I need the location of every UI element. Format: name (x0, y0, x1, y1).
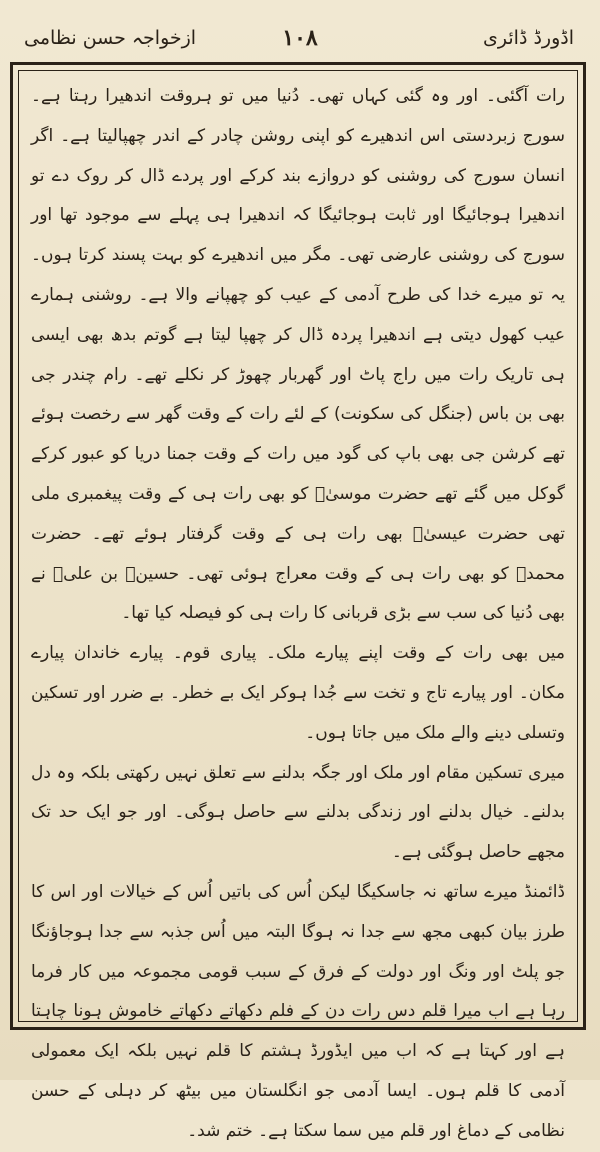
body-text (31, 77, 565, 1141)
text-frame (10, 62, 586, 1141)
paragraph-2: میں بھی رات کے وقت اپنے پیارے ملک۔ پیاری قوم۔ پیارے خاندان پیارے مکان۔ اور پیارے تاج و تخت سے جُدا ہوکر ایک بے خطر۔ بے ضرر اور تسکین وتسلی دینے والے ملک میں جاتا ہوں۔ (31, 643, 565, 743)
paragraph-1: رات آگئی۔ اور وہ گئی کہاں تھی۔ دُنیا میں تو ہروقت اندھیرا رہتا ہے۔ سورج زبردستی اس اندھیرے کو اپنی روشن چادر کے اندر چھپالیتا ہے۔ اگر انسان سورج کی روشنی کو دروازے بند کرکے اور پردے ڈال کر روک دے تو اندھیرا ہوجائیگا اور ثابت ہوجائیگا کہ اندھیرا ہی پہلے سے موجود تھا اور سورج کی روشنی عارضی تھی۔ مگر میں اندھیرے کو بہت پسند کرتا ہوں۔ یہ تو میرے خدا کی طرح آدمی کے عیب کو چھپانے والا ہے۔ روشنی ہمارے عیب کھول دیتی ہے اندھیرا پردہ ڈال کر چھپا لیتا ہے گوتم بدھ بھی ایسی ہی تاریک رات میں راج پاٹ اور گھربار چھوڑ کر نکلے تھے۔ رام چندر جی بھی بن باس (جنگل کی سکونت) کے لئے رات کے وقت گھر سے رخصت ہوئے تھے کرشن جی بھی باپ کی گود میں رات کے وقت جمنا دریا کو عبور کرکے گوکل میں گئے تھے حضرت موسیٰؑ کو بھی رات ہی کے وقت پیغمبری ملی تھی حضرت عیسیٰؑ بھی رات ہی کے وقت گرفتار ہوئے تھے۔ حضرت محمدؐ کو بھی رات ہی کے وقت معراج ہوئی تھی۔ حسینؑ بن علیؑ نے بھی دُنیا کی سب سے بڑی قربانی کا رات ہی کو فیصلہ کیا تھا۔ (31, 86, 565, 624)
author-name: ازخواجہ حسن نظامی (24, 27, 197, 49)
paragraph-3: میری تسکین مقام اور ملک اور جگہ بدلنے سے تعلق نہیں رکھتی بلکہ وہ دل بدلنے۔ خیال بدلنے اور زندگی بدلنے سے حاصل ہوگی۔ اور جو ایک حد تک مجھے حاصل ہوگئی ہے۔ (31, 762, 565, 863)
paragraph-4: ڈائمنڈ میرے ساتھ نہ جاسکیگا لیکن اُس کی باتیں اُس کے خیالات اور اس کا طرز بیان کبھی مجھ سے جدا نہ ہوگا البتہ میں اُس جذبہ سے جدا ہوجاؤنگا جو پلٹ اور ونگ اور دولت کے فرق کے سبب قومی مجموعہ میں کار فرما رہا ہے اب میرا قلم دس رات دن کے فلم دکھاتے دکھاتے خاموش ہونا چاہتا ہے اور کہتا ہے کہ اب میں ایڈورڈ ہشتم کا قلم نہیں بلکہ ایک معمولی آدمی کا قلم ہوں۔ ایسا آدمی جو انگلستان میں بیٹھ کر دہلی کے حسن نظامی کے دماغ اور قلم میں سما سکتا ہے۔ ختم شد۔ (31, 881, 565, 1141)
page-header (14, 20, 586, 60)
book-title: اڈورڈ ڈائری (483, 27, 574, 49)
page-number: ۱۰۸ (282, 25, 318, 51)
